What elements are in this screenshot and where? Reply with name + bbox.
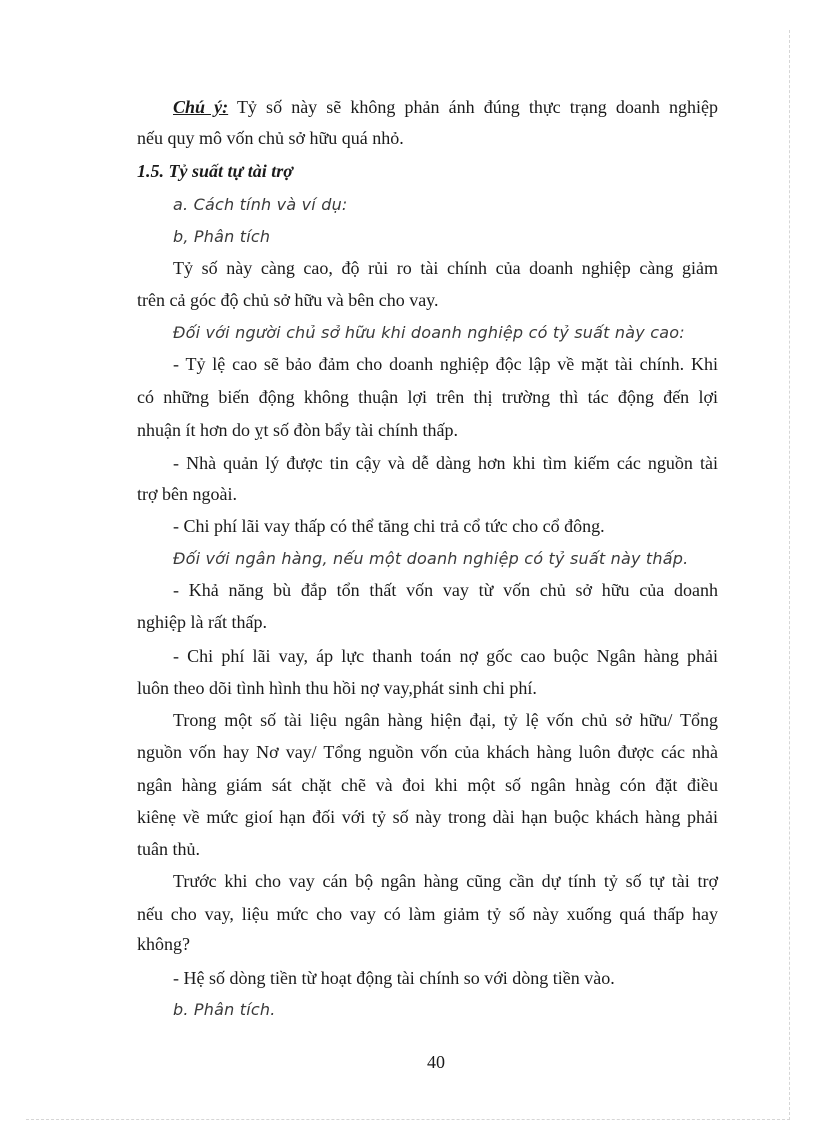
note-label: Chú ý: bbox=[173, 97, 229, 117]
note-line-1 bbox=[173, 95, 718, 119]
para2-line-4: kiênẹ về mức gioí hạn đối với tỷ số này trong dài hạn buộc khách hàng phải bbox=[137, 807, 718, 827]
para2-line-5: tuân thủ. bbox=[137, 839, 200, 859]
para3-line-1: Trước khi cho vay cán bộ ngân hàng cũng cần dự tính tỷ số tự tài trợ bbox=[173, 871, 718, 891]
owner-point-1-line-2: có những biến động không thuận lợi trên thị trường thì tác động đến lợi bbox=[137, 387, 718, 407]
subsection-a: a. Cách tính và ví dụ: bbox=[173, 195, 348, 214]
section-heading: 1.5. Tỷ suất tự tài trợ bbox=[137, 161, 293, 181]
note-text: Tỷ số này sẽ không phản ánh đúng thực trạng doanh nghiệp bbox=[228, 97, 718, 117]
owner-point-1-line-1: - Tỷ lệ cao sẽ bảo đảm cho doanh nghiệp độc lập về mặt tài chính. Khi bbox=[173, 354, 718, 374]
owner-point-2-line-2: trợ bên ngoài. bbox=[137, 484, 237, 504]
owner-point-1-line-3: nhuận ít hơn do ỵt số đòn bẩy tài chính thấp. bbox=[137, 420, 458, 440]
owner-heading: Đối với người chủ sở hữu khi doanh nghiệp có tỷ suất này cao: bbox=[173, 323, 685, 342]
para2-line-3: ngân hàng giám sát chặt chẽ và đoi khi một số ngân hnàg cón đặt điều bbox=[137, 775, 718, 795]
subsection-b-analysis: b. Phân tích. bbox=[173, 1000, 276, 1019]
para1-line-2: trên cả góc độ chủ sở hữu và bên cho vay. bbox=[137, 290, 439, 310]
para3-line-2: nếu cho vay, liệu mức cho vay có làm giảm tỷ số này xuống quá thấp hay bbox=[137, 904, 718, 924]
para3-line-3: không? bbox=[137, 934, 190, 954]
bank-point-2-line-1: - Chi phí lãi vay, áp lực thanh toán nợ gốc cao buộc Ngân hàng phải bbox=[173, 646, 718, 666]
subsection-b: b, Phân tích bbox=[173, 227, 271, 246]
bank-point-1-line-2: nghiệp là rất thấp. bbox=[137, 612, 267, 632]
owner-point-3: - Chi phí lãi vay thấp có thể tăng chi trả cổ tức cho cổ đông. bbox=[173, 516, 605, 536]
para2-line-1: Trong một số tài liệu ngân hàng hiện đại, tỷ lệ vốn chủ sở hữu/ Tổng bbox=[173, 710, 718, 730]
para1-line-1: Tỷ số này càng cao, độ rủi ro tài chính của doanh nghiệp càng giảm bbox=[173, 258, 718, 278]
bank-heading: Đối với ngân hàng, nếu một doanh nghiệp có tỷ suất này thấp. bbox=[173, 549, 689, 568]
bank-point-1-line-1: - Khả năng bù đắp tổn thất vốn vay từ vốn chủ sở hữu của doanh bbox=[173, 580, 718, 600]
owner-point-2-line-1: - Nhà quản lý được tin cậy và dễ dàng hơn khi tìm kiếm các nguồn tài bbox=[173, 453, 718, 473]
para2-line-2: nguồn vốn hay Nơ vay/ Tổng nguồn vốn của khách hàng luôn được các nhà bbox=[137, 742, 718, 762]
cashflow-point: - Hệ số dòng tiền từ hoạt động tài chính so với dòng tiền vào. bbox=[173, 968, 615, 988]
page-number: 40 bbox=[427, 1052, 445, 1072]
note-line-2: nếu quy mô vốn chủ sở hữu quá nhỏ. bbox=[137, 128, 404, 148]
bank-point-2-line-2: luôn theo dõi tình hình thu hồi nợ vay,phát sinh chi phí. bbox=[137, 678, 537, 698]
page-frame bbox=[26, 30, 790, 1120]
